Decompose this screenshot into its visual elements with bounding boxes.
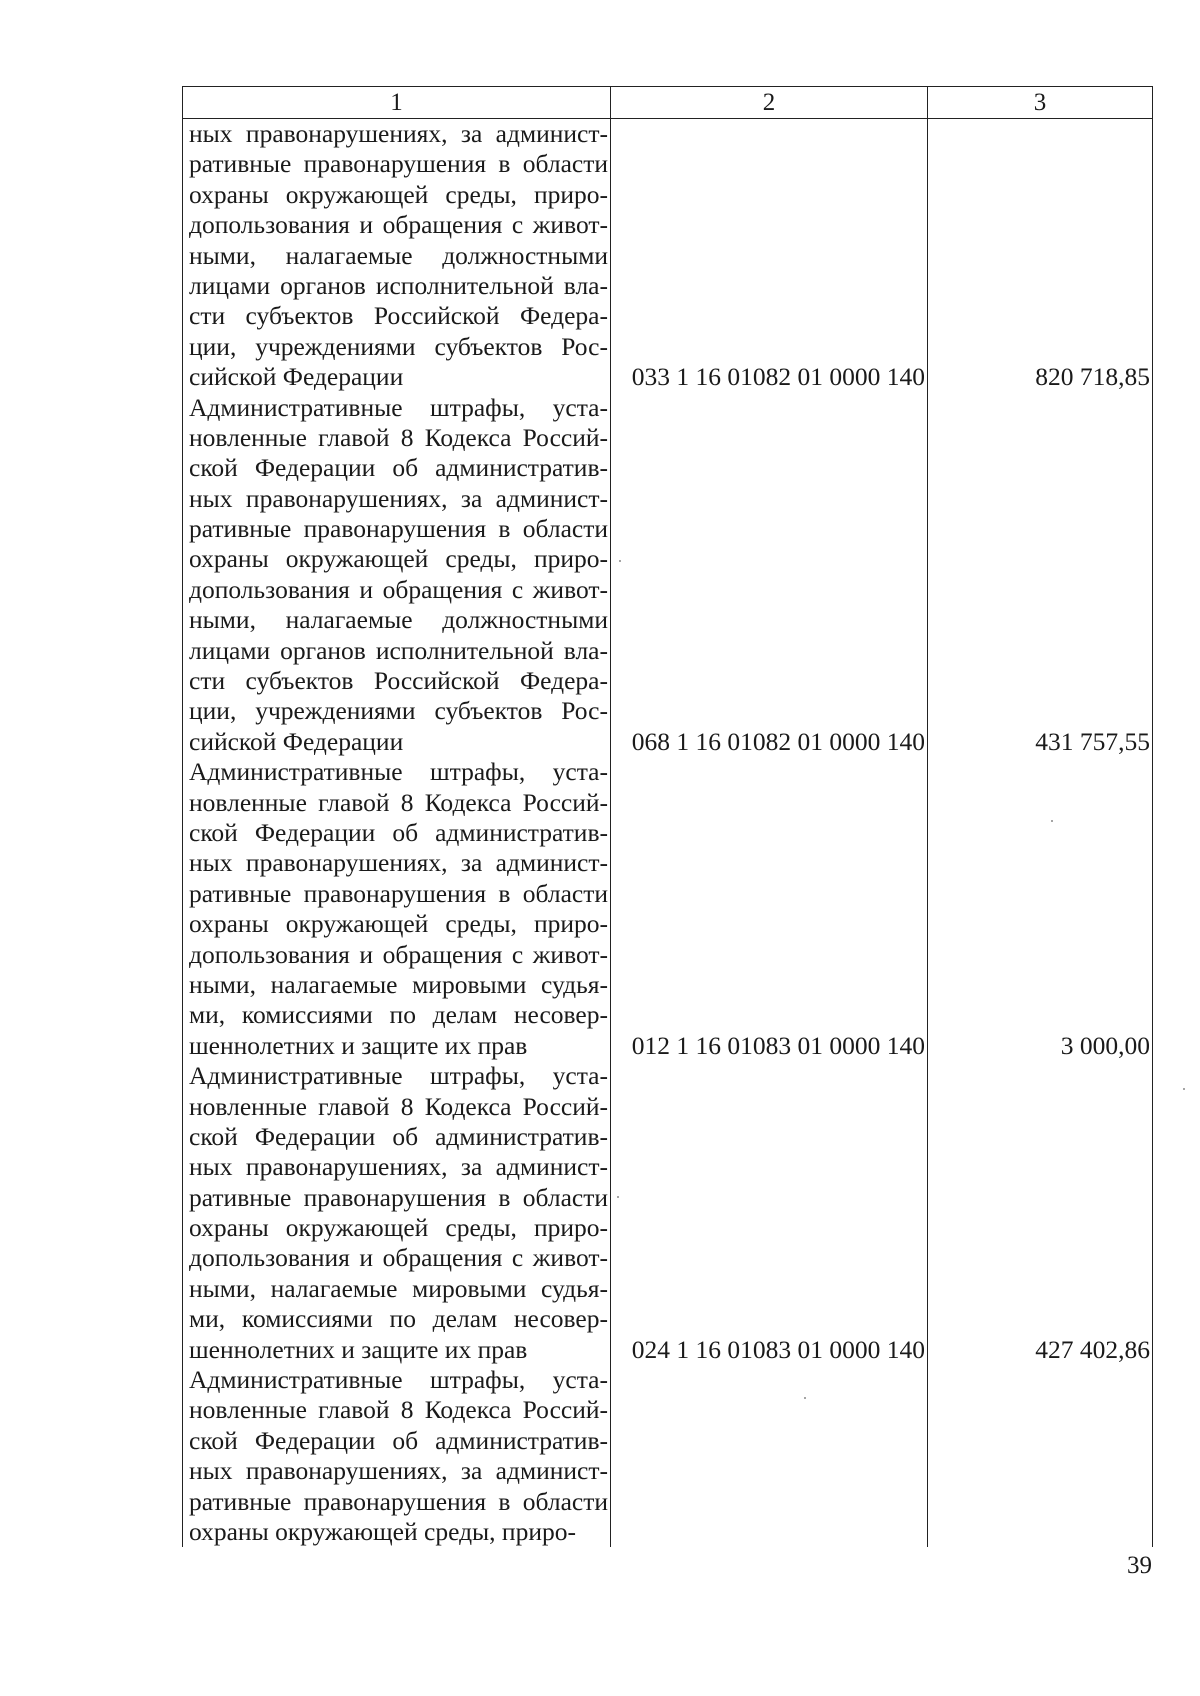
row-description <box>183 1061 611 1365</box>
description-line: Административные штрафы, уста- <box>189 757 608 787</box>
description-line: ными, налагаемые должностными <box>189 605 608 635</box>
description-line: новленные главой 8 Кодекса Россий- <box>189 787 608 817</box>
budget-classification-code: 024 1 16 01083 01 0000 140 <box>611 1061 928 1365</box>
description-line: ративные правонарушения в области <box>189 149 608 179</box>
budget-classification-code: 068 1 16 01082 01 0000 140 <box>611 393 928 758</box>
description-line: ных правонарушениях, за админист- <box>189 119 608 148</box>
column-header-2: 2 <box>611 87 928 119</box>
description-line: допользования и обращения с живот- <box>189 210 608 240</box>
description-line: охраны окружающей среды, приро- <box>189 1213 608 1243</box>
description-line: ми, комиссиями по делам несовер- <box>189 1304 608 1334</box>
column-header-3: 3 <box>928 87 1153 119</box>
amount: 3 000,00 <box>928 757 1153 1061</box>
table-row <box>183 1061 1153 1365</box>
description-line: лицами органов исполнительной вла- <box>189 270 608 300</box>
description-line: новленные главой 8 Кодекса Россий- <box>189 1395 608 1425</box>
budget-classification-code <box>611 1365 928 1547</box>
description-line: допользования и обращения с живот- <box>189 574 608 604</box>
description-line: шеннолетних и защите их прав <box>189 1334 528 1364</box>
description-line: новленные главой 8 Кодекса Россий- <box>189 422 608 452</box>
description-line: сийской Федерации <box>189 362 404 392</box>
description-line: допользования и обращения с живот- <box>189 939 608 969</box>
table-row <box>183 393 1153 758</box>
description-line: ской Федерации об административ- <box>189 1425 608 1455</box>
description-line: шеннолетних и защите их прав <box>189 1030 528 1060</box>
scan-speck <box>1183 1088 1185 1090</box>
description-line: Административные штрафы, уста- <box>189 392 608 422</box>
description-line: лицами органов исполнительной вла- <box>189 635 608 665</box>
description-line: Административные штрафы, уста- <box>189 1365 608 1395</box>
description-line: ской Федерации об административ- <box>189 453 608 483</box>
description-line: сти субъектов Российской Федера- <box>189 666 608 696</box>
description-line: ми, комиссиями по делам несовер- <box>189 1000 608 1030</box>
description-line: сти субъектов Российской Федера- <box>189 301 608 331</box>
table-body <box>183 119 1153 1548</box>
row-description <box>183 757 611 1061</box>
description-line: сийской Федерации <box>189 726 404 756</box>
row-description <box>183 393 611 758</box>
description-line: новленные главой 8 Кодекса Россий- <box>189 1091 608 1121</box>
amount <box>928 1365 1153 1547</box>
description-line: ративные правонарушения в области <box>189 1486 608 1516</box>
amount: 427 402,86 <box>928 1061 1153 1365</box>
description-line: ративные правонарушения в области <box>189 514 608 544</box>
scan-speck <box>619 560 621 562</box>
budget-classification-code: 033 1 16 01082 01 0000 140 <box>611 119 928 393</box>
page-number: 39 <box>1127 1552 1152 1579</box>
budget-classification-code: 012 1 16 01083 01 0000 140 <box>611 757 928 1061</box>
row-description <box>183 1365 611 1547</box>
table-row <box>183 757 1153 1061</box>
description-line: охраны окружающей среды, приро- <box>189 1516 576 1546</box>
description-line: ных правонарушениях, за админист- <box>189 848 608 878</box>
description-line: ными, налагаемые должностными <box>189 240 608 270</box>
description-line: ными, налагаемые мировыми судья- <box>189 969 608 999</box>
description-line: ции, учреждениями субъектов Рос- <box>189 331 608 361</box>
description-line: охраны окружающей среды, приро- <box>189 909 608 939</box>
scan-speck <box>1051 820 1053 822</box>
amount: 820 718,85 <box>928 119 1153 393</box>
description-line: ных правонарушениях, за админист- <box>189 483 608 513</box>
table-header-row <box>183 87 1153 119</box>
amount: 431 757,55 <box>928 393 1153 758</box>
table-row <box>183 119 1153 393</box>
description-line: допользования и обращения с живот- <box>189 1243 608 1273</box>
description-line: ской Федерации об административ- <box>189 1121 608 1151</box>
description-line: ных правонарушениях, за админист- <box>189 1152 608 1182</box>
description-line: Административные штрафы, уста- <box>189 1061 608 1091</box>
row-description <box>183 119 611 393</box>
revenue-table <box>182 86 1153 1547</box>
description-line: охраны окружающей среды, приро- <box>189 179 608 209</box>
description-line: ративные правонарушения в области <box>189 1182 608 1212</box>
description-line: ными, налагаемые мировыми судья- <box>189 1273 608 1303</box>
description-line: ративные правонарушения в области <box>189 878 608 908</box>
description-line: ции, учреждениями субъектов Рос- <box>189 696 608 726</box>
column-header-1: 1 <box>183 87 611 119</box>
scan-speck <box>804 1397 806 1399</box>
description-line: ных правонарушениях, за админист- <box>189 1456 608 1486</box>
scan-speck <box>617 1196 619 1198</box>
description-line: охраны окружающей среды, приро- <box>189 544 608 574</box>
table-row <box>183 1365 1153 1547</box>
description-line: ской Федерации об административ- <box>189 817 608 847</box>
